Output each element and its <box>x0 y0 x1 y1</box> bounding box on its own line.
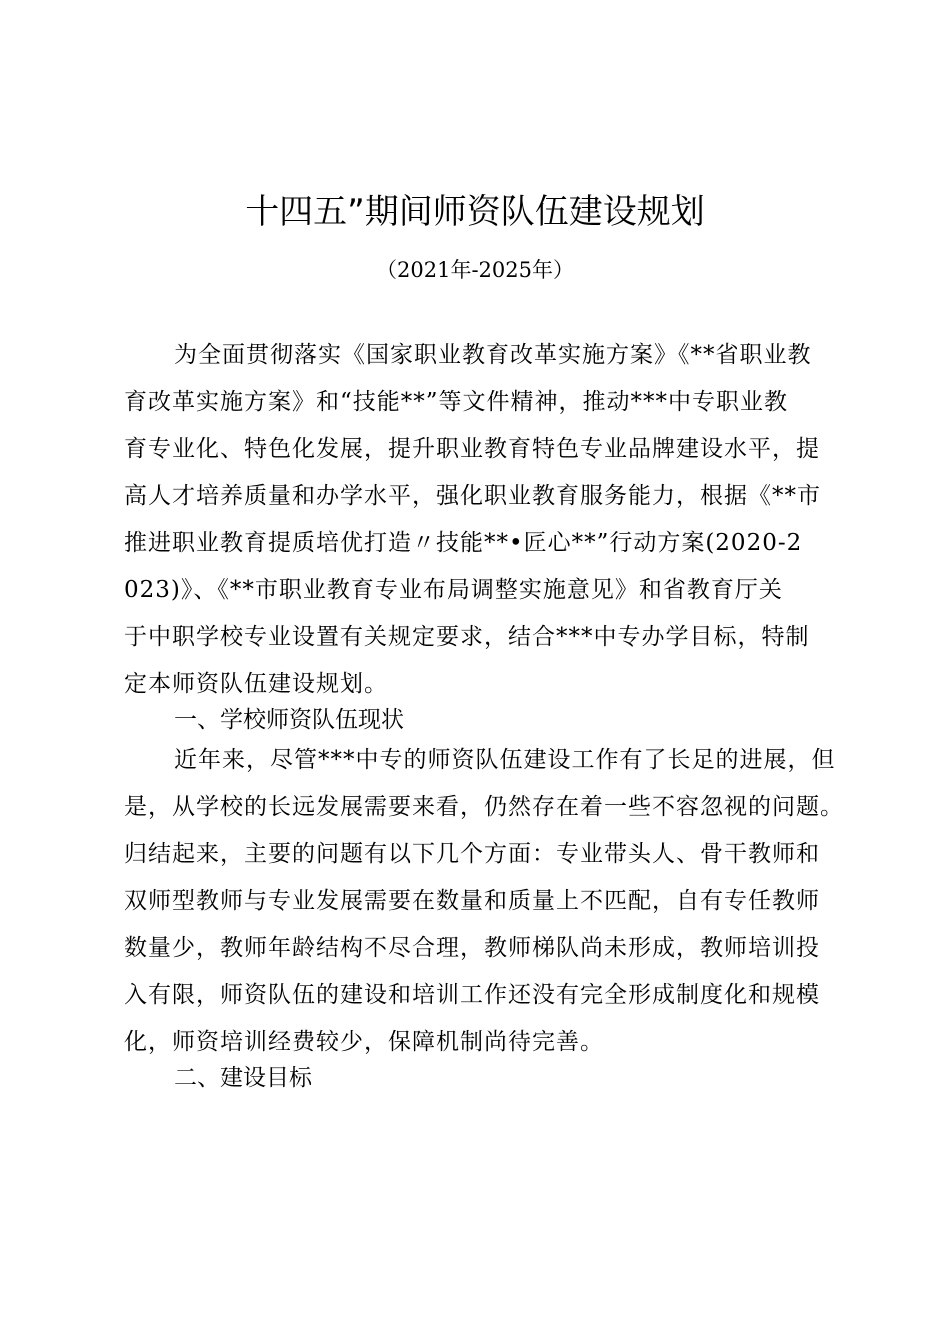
status-line: 是，从学校的长远发展需要来看，仍然存在着一些不容忽视的问题。 <box>124 794 844 820</box>
intro-line: 定本师资队伍建设规划。 <box>124 671 388 697</box>
intro-line: 高人才培养质量和办学水平，强化职业教育服务能力，根据《**市 <box>124 483 821 509</box>
status-line: 数量少，教师年龄结构不尽合理，教师梯队尚未形成，教师培训投 <box>124 935 820 961</box>
section-heading-goals: 二、建设目标 <box>174 1065 312 1091</box>
intro-line: 023)》、《**市职业教育专业布局调整实施意见》和省教育厅关 <box>124 577 783 603</box>
status-line: 归结起来，主要的问题有以下几个方面：专业带头人、骨干教师和 <box>124 841 820 867</box>
status-line: 双师型教师与专业发展需要在数量和质量上不匹配，自有专任教师 <box>124 888 820 914</box>
intro-line: 为全面贯彻落实《国家职业教育改革实施方案》《**省职业教 <box>174 342 812 368</box>
intro-line: 于中职学校专业设置有关规定要求，结合***中专办学目标，特制 <box>124 624 810 650</box>
intro-line: 推进职业教育提质培优打造〃技能**•匠心**”行动方案(2020-2 <box>124 530 803 556</box>
intro-line: 育专业化、特色化发展，提升职业教育特色专业品牌建设水平，提 <box>124 436 820 462</box>
section-heading-status: 一、学校师资队伍现状 <box>174 707 404 733</box>
intro-line: 育改革实施方案》和“技能**”等文件精神，推动***中专职业教 <box>124 389 789 415</box>
document-title: 十四五”期间师资队伍建设规划 <box>245 192 705 232</box>
status-paragraph <box>124 737 844 1066</box>
status-line: 入有限，师资队伍的建设和培训工作还没有完全形成制度化和规模 <box>124 982 820 1008</box>
status-line: 化，师资培训经费较少，保障机制尚待完善。 <box>124 1029 604 1055</box>
intro-paragraph <box>124 332 844 708</box>
document-subtitle: （2021年-2025年） <box>376 258 574 282</box>
status-line: 近年来，尽管***中专的师资队伍建设工作有了长足的进展，但 <box>174 747 836 773</box>
